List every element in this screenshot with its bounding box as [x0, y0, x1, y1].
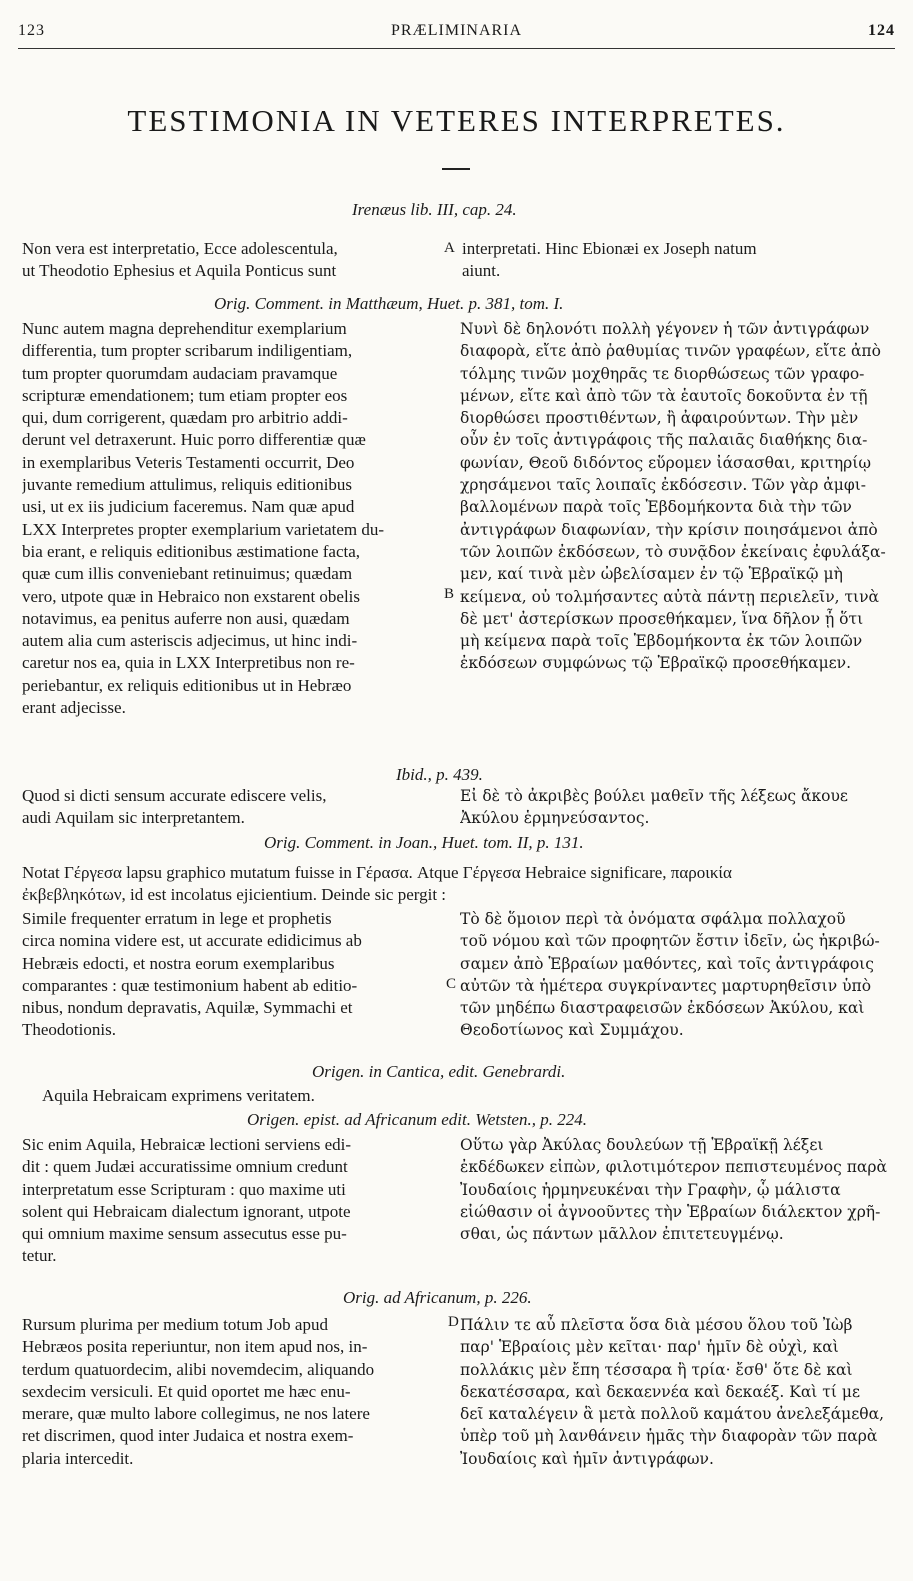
greek-line: χρησάμενοι ταῖς λοιπαῖς ἐκδόσεσιν. Τῶν γὰρ ἀμφι- [460, 476, 867, 495]
latin-line: Quod si dicti sensum accurate ediscere velis, [22, 786, 327, 805]
greek-line: διαφορὰ, εἴτε ἀπὸ ῥαθυμίας τινῶν γραφέων, εἴτε ἀπὸ [460, 342, 881, 361]
margin-letter-d: D [448, 1314, 459, 1330]
greek-line: δὲ μετ' ἀστερίσκων προσεθήκαμεν, ἵνα δῆλον ᾖ ὅτι [460, 609, 864, 628]
title-dash [442, 168, 470, 170]
latin-line: Nunc autem magna deprehenditur exemplarium [22, 319, 347, 338]
latin-right-block-1 [462, 238, 892, 283]
greek-line: φωνίαν, Θεοῦ διδόντος εὕρομεν ἰάσασθαι, κριτηρίῳ [460, 453, 871, 472]
greek-line: διορθώσει προστιθέντων, ἢ ἀφαιρούντων. Τὴν μὲν [460, 409, 859, 428]
greek-line: Ἰουδαίοις ἡρμηνευκέναι τὴν Γραφὴν, ᾧ μάλιστα [460, 1180, 841, 1199]
greek-line: τόλμης τινῶν μοχθηρᾶς τε διορθώσεως τῶν γραφο- [460, 364, 865, 383]
greek-line: Ἰουδαίοις καὶ ἡμῖν ἀντιγράφων. [460, 1449, 714, 1468]
greek-line: βαλλομένων παρὰ τοῖς Ἑβδομήκοντα διὰ τὴν τῶν [460, 498, 852, 517]
latin-block-6 [22, 1134, 444, 1268]
latin-line: qui omnium maxime sensum assecutus esse pu- [22, 1224, 347, 1244]
latin-line: audi Aquilam sic interpretantem. [22, 808, 245, 828]
source-irenaeus: Irenæus lib. III, cap. 24. [352, 200, 517, 219]
latin-line: sexdecim versiculi. Et quid oportet me hæc enu- [22, 1381, 351, 1401]
latin-line: notavimus, ea penitus auferre non ausi, quædam [22, 608, 350, 628]
latin-line: interpretatum esse Scripturam : quo maxime uti [22, 1179, 346, 1199]
latin-line: Hebræis edocti, et nostra eorum exemplaribus [22, 953, 335, 973]
greek-line: Θεοδοτίωνος καὶ Συμμάχου. [460, 1021, 684, 1040]
greek-block-7 [460, 1314, 890, 1470]
latin-line: periebantur, ex reliquis editionibus ut in Hebræo [22, 675, 352, 695]
latin-line: terdum quatuordecim, alibi novemdecim, aliquando [22, 1359, 375, 1379]
latin-block-1 [22, 238, 444, 283]
source-orig-matthew: Orig. Comment. in Matthæum, Huet. p. 381, tom. I. [214, 294, 564, 313]
latin-line: dit : quem Judæi accuratissime omnium credunt [22, 1157, 348, 1177]
greek-block-2 [460, 318, 890, 675]
greek-line: εἰώθασιν οἱ ἀγνοοῦντες τὴν Ἑβραίων διάλεκτον χρῆ- [460, 1202, 881, 1221]
latin-line: in exemplaribus Veteris Testamenti occurrit, Deo [22, 452, 355, 472]
latin-line: ut Theodotio Ephesius et Aquila Ponticus sunt [22, 261, 337, 281]
latin-block-7 [22, 1314, 444, 1470]
intro-line: Notat Γέργεσα lapsu graphico mutatum fuisse in Γέρασα. Atque Γέργεσα Hebraice significare, παροικία [22, 863, 732, 882]
greek-line: ἐκδέδωκεν εἰπὼν, φιλοτιμότερον πεπιστευμένος παρὰ [460, 1158, 887, 1177]
latin-line: merare, quæ multo labore collegimus, ne nos latere [22, 1404, 370, 1424]
greek-line: οὖν ἐν τοῖς ἀντιγράφοις τῆς παλαιᾶς διαθήκης δια- [460, 431, 868, 450]
source-orig-joan: Orig. Comment. in Joan., Huet. tom. II, p. 131. [264, 833, 584, 852]
latin-line: tetur. [22, 1246, 57, 1266]
latin-line: tum propter quorumdam audaciam pravamque [22, 363, 338, 383]
latin-line: juvante remedium attulimus, reliquis editionibus [22, 475, 353, 495]
main-title: TESTIMONIA IN VETERES INTERPRETES. [127, 103, 786, 138]
greek-line: τοῦ νόμου καὶ τῶν προφητῶν ἔστιν ἰδεῖν, ὡς ἠκριβώ- [460, 932, 880, 951]
latin-line: nibus, nondum depravatis, Aquilæ, Symmachi et [22, 998, 353, 1018]
latin-line: derunt vel detraxerunt. Huic porro differentiæ quæ [22, 430, 366, 450]
greek-block-6 [460, 1134, 890, 1245]
greek-line: κείμενα, οὐ τολμήσαντες αὐτὰ πάντῃ περιελεῖν, τινὰ [460, 587, 880, 606]
latin-line: solent qui Hebraicam dialectum ignorant, utpote [22, 1201, 351, 1221]
greek-line: ἀντιγράφων διαφωνίαν, τὴν κρίσιν ποιησάμενοι ἀπὸ [460, 520, 878, 539]
latin-line: Simile frequenter erratum in lege et prophetis [22, 909, 332, 928]
greek-block-3 [460, 785, 890, 830]
greek-line: τῶν λοιπῶν ἐκδόσεων, τὸ συνᾷδον ἐκείναις ἐφυλάξα- [460, 542, 886, 561]
greek-line: αὐτῶν τὰ ἡμέτερα συγκρίναντες μαρτυρηθεῖσιν ὑπὸ [460, 976, 872, 995]
greek-line: παρ' Ἑβραίοις μὲν κεῖται· παρ' ἡμῖν δὲ οὐχὶ, καὶ [460, 1338, 839, 1357]
latin-line: ret discrimen, quod inter Judaica et nostra exem- [22, 1426, 354, 1446]
greek-line: σθαι, ὡς πάντων μᾶλλον ἐπιτετευγμένῳ. [460, 1225, 784, 1244]
source-ibid: Ibid., p. 439. [396, 765, 483, 784]
latin-line: vero, utpote quæ in Hebraico non exstarent obelis [22, 586, 361, 606]
latin-block-3 [22, 785, 444, 830]
source-cantica: Origen. in Cantica, edit. Genebrardi. [312, 1062, 566, 1081]
running-title: PRÆLIMINARIA [390, 22, 523, 39]
latin-line: Theodotionis. [22, 1020, 116, 1040]
latin-line: interpretati. Hinc Ebionæi ex Joseph natum [462, 239, 757, 258]
greek-line: μένων, εἴτε καὶ ἀπὸ τῶν τὰ ἑαυτοῖς δοκοῦντα ἐν τῇ [460, 386, 868, 405]
right-page-number: 124 [868, 22, 895, 39]
latin-line: autem alia cum asteriscis adjecimus, ut hinc indi- [22, 631, 358, 651]
greek-line: Πάλιν τε αὖ πλεῖστα ὅσα διὰ μέσου ὅλου τοῦ Ἰὼβ [460, 1316, 853, 1334]
latin-line: caretur nos ea, quia in LXX Interpretibus non re- [22, 653, 355, 673]
greek-line: σαμεν ἀπὸ Ἑβραίων μαθόντες, καὶ τοῖς ἀντιγράφοις [460, 954, 874, 973]
latin-line: differentia, tum propter scribarum indiligentiam, [22, 341, 353, 361]
latin-block-2 [22, 318, 444, 719]
latin-line: comparantes : quæ testimonium habent ab editio- [22, 975, 358, 995]
latin-line: plaria intercedit. [22, 1448, 134, 1468]
greek-line: μεν, καί τινὰ μὲν ὠβελίσαμεν ἐν τῷ Ἑβραϊκῷ μὴ [460, 565, 843, 584]
intro-line: ἐκβεβληκότων, id est incolatus ejicientium. Deinde sic pergit : [22, 885, 447, 905]
source-africanum-224: Origen. epist. ad Africanum edit. Wetsten., p. 224. [247, 1110, 587, 1129]
aquila-line: Aquila Hebraicam exprimens veritatem. [42, 1086, 315, 1105]
latin-line: bia erant, e reliquis editionibus æstimatione facta, [22, 541, 361, 561]
latin-line: Non vera est interpretatio, Ecce adolescentula, [22, 239, 338, 258]
latin-line: Hebræos posita reperiuntur, non item apud nos, in- [22, 1337, 368, 1357]
margin-letter-b: B [444, 586, 455, 602]
greek-line: πολλάκις μὲν ἔπη τέσσαρα ἢ τρία· ἔσθ' ὅτε δὲ καὶ [460, 1360, 853, 1379]
latin-line: erant adjecisse. [22, 698, 126, 718]
latin-line: usi, ut ex iis judicium faceremus. Nam quæ apud [22, 497, 355, 517]
greek-line: Νυνὶ δὲ δηλονότι πολλὴ γέγονεν ἡ τῶν ἀντιγράφων [460, 320, 870, 338]
greek-line: μὴ κείμενα παρὰ τοῖς Ἑβδομήκοντα ἐκ τῶν λοιπῶν [460, 632, 863, 651]
greek-line: Οὕτω γὰρ Ἀκύλας δουλεύων τῇ Ἑβραϊκῇ λέξει [460, 1136, 824, 1154]
latin-line: qui, dum corrigerent, quædam pro arbitrio addi- [22, 408, 348, 428]
latin-line: scripturæ emendationem; tum etiam propter eos [22, 385, 348, 405]
greek-line: ὑπὲρ τοῦ μὴ λανθάνειν ἡμᾶς τὴν διαφορὰν τῶν παρὰ [460, 1427, 878, 1446]
margin-letter-a: A [444, 240, 455, 256]
latin-line: circa nomina videre est, ut accurate edidicimus ab [22, 931, 362, 951]
margin-letter-c: C [446, 976, 457, 992]
latin-line: Rursum plurima per medium totum Job apud [22, 1315, 328, 1334]
latin-block-4 [22, 908, 444, 1042]
left-page-number: 123 [18, 22, 45, 39]
source-africanum-226: Orig. ad Africanum, p. 226. [343, 1288, 532, 1307]
greek-block-4 [460, 908, 890, 1042]
greek-line: Εἰ δὲ τὸ ἀκριβὲς βούλει μαθεῖν τῆς λέξεως ἄκουε [460, 787, 848, 805]
latin-line: Sic enim Aquila, Hebraicæ lectioni serviens edi- [22, 1135, 352, 1154]
greek-line: τῶν μηδέπω διαστραφεισῶν ἐκδόσεων Ἀκύλου, καὶ [460, 999, 865, 1018]
latin-line: LXX Interpretes propter exemplarium varietatem du- [22, 519, 385, 539]
intro-paragraph-4 [22, 862, 892, 907]
latin-line: quæ cum illis conveniebant retinuimus; quædam [22, 564, 353, 584]
greek-line: δεῖ καταλέγειν ἃ μετὰ πολλοῦ καμάτου ἀνελεξάμεθα, [460, 1405, 885, 1424]
greek-line: Ἀκύλου ἑρμηνεύσαντος. [460, 809, 650, 828]
greek-line: δεκατέσσαρα, καὶ δεκαεννέα καὶ δεκαέξ. Καὶ τί με [460, 1382, 860, 1401]
latin-line: aiunt. [462, 261, 501, 281]
greek-line: Τὸ δὲ ὅμοιον περὶ τὰ ὀνόματα σφάλμα πολλαχοῦ [460, 910, 846, 928]
greek-line: ἐκδόσεων συμφώνως τῷ Ἑβραϊκῷ προσεθήκαμεν. [460, 654, 852, 673]
header-rule [18, 48, 895, 49]
